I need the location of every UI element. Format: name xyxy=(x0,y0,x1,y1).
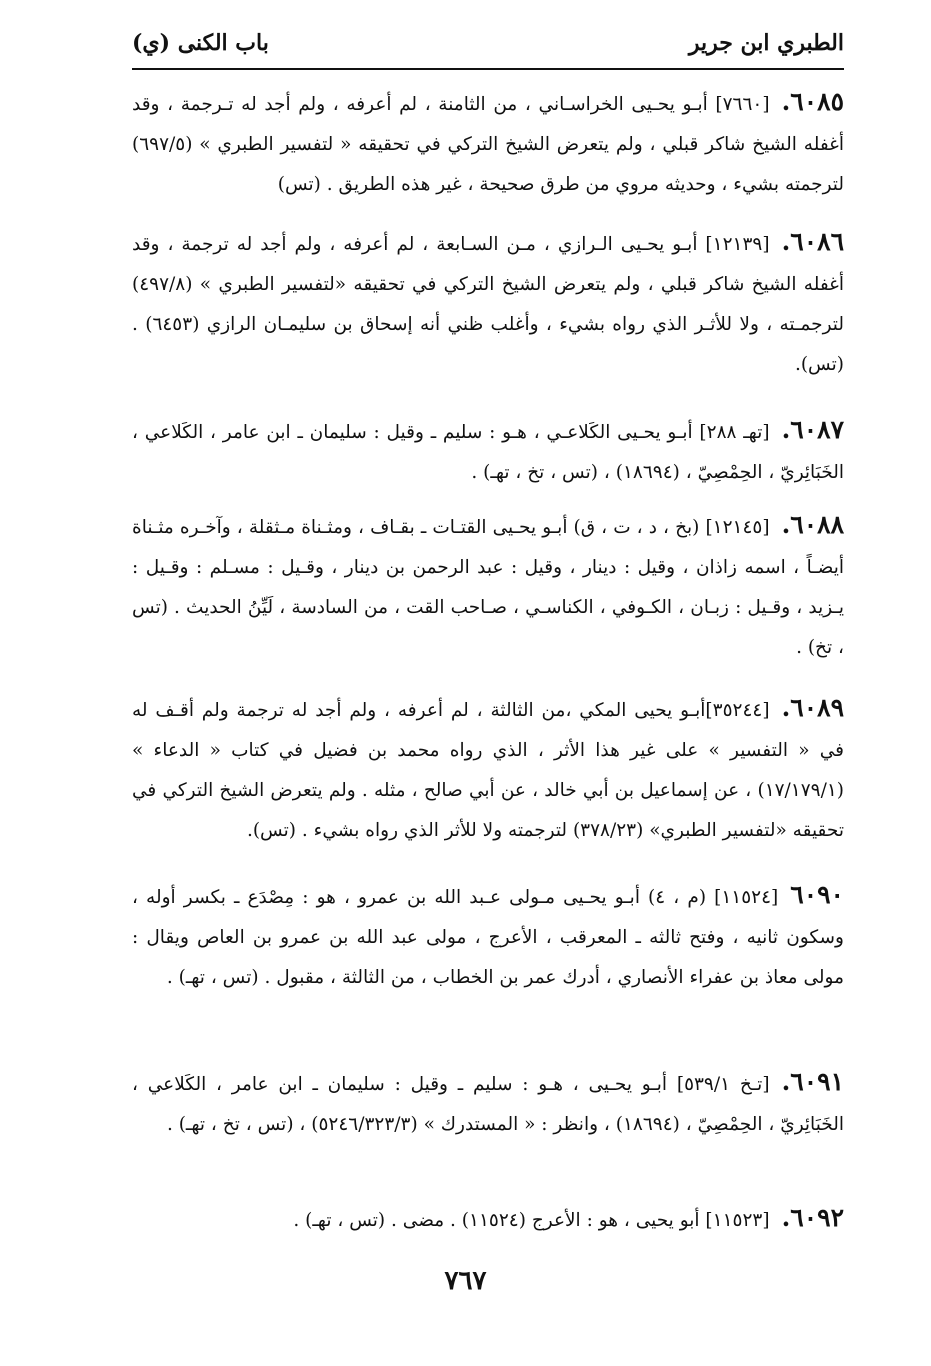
chapter-title: باب الكنى (ي) xyxy=(132,30,269,56)
entry-6092 xyxy=(132,1198,844,1241)
entry-number: ٦٠٩٢. xyxy=(781,1203,844,1232)
page-number: ٧٦٧ xyxy=(444,1266,487,1296)
entry-6091 xyxy=(132,1062,844,1145)
entry-6089 xyxy=(132,688,844,851)
header-divider xyxy=(132,68,844,70)
entry-text: [٣٥٢٤٤]أبـو يحيى المكي ،من الثالثة ، لم أعرفه ، ولم أجد له ترجمة ولم أقـف له في « التفسير » على غير هذا الأثر ، الذي رواه محمد بن فضيل في كتاب « الدعاء » (١٧/١٧٩/١) ، عن إسماعيل بن أبي خالد ، عن أبي صالح ، مثله . ولم يتعرض الشيخ التركي في تحقيقه «لتفسير الطبري» (٣٧٨/٢٣) لترجمته ولا للأثر الذي رواه بشيء . (تس). xyxy=(132,700,844,841)
entry-text: [١٢١٤٥] (بخ ، د ، ت ، ق) أبـو يحـيى القتـات ـ بقـاف ، ومثـناة مـثقلة ، وآخـره مثـناة أيضـاً ، اسمه زاذان ، وقيل : دينار ، وقيل : عبد الرحمن بن دينار ، وقـيل : مسـلم : وقـيل : يـزيد ، وقـيل : زبـان ، الكـوفي ، الكناسـي ، صـاحب القت ، من السادسة ، لَيِّنُ الحديث . (تس ، تخ) . xyxy=(132,517,844,658)
running-header xyxy=(132,30,844,66)
entry-6088 xyxy=(132,505,844,668)
entry-number: ٦٠٩١. xyxy=(781,1067,844,1096)
entry-number: ٦٠٨٩. xyxy=(781,693,844,722)
entry-6087 xyxy=(132,410,844,493)
entry-6090 xyxy=(132,875,844,998)
entry-number: ٦٠٨٧. xyxy=(781,415,844,444)
entry-text: [١٢١٣٩] أبـو يحـيى الـرازي ، مـن السـابعة ، لم أعرفه ، ولم أجد له ترجمة ، وقد أغفله الشيخ شاكر قبلي ، ولم يتعرض الشيخ التركي في تحقيقه «لتفسير الطبري » (٤٩٧/٨) لترجمـته ، ولا للأثـر الذي رواه بشيء ، وأغلب ظني أنه إسحاق بن سليمـان الرازي (٦٤٥٣) . (تس). xyxy=(132,234,844,375)
entry-number: ٦٠٨٦. xyxy=(781,227,844,256)
entry-number: ٦٠٩٠ xyxy=(790,880,844,909)
book-title: الطبري ابن جرير xyxy=(688,30,844,56)
entry-text: [١١٥٢٤] (م ، ٤) أبـو يحـيى مـولى عـبد الله بن عمرو ، هو : مِصْدَع ـ بكسر أوله ، وسكون ثانيه ، وفتح ثالثه ـ المعرقب ، الأعرج ، مولى عبد الله بن عمرو بن العاص ويقال : مولى معاذ بن عفراء الأنصاري ، أدرك عمر بن الخطاب ، من الثالثة ، مقبول . (تس ، تهـ) . xyxy=(132,887,844,988)
entry-text: [٧٦٦٠] أبـو يحـيى الخراسـاني ، من الثامنة ، لم أعرفه ، ولم أجد له تـرجمة ، وقد أغفله الشيخ شاكر قبلي ، ولم يتعرض الشيخ التركي في تحقيقه « لتفسير الطبري » (٦٩٧/٥) لترجمته بشيء ، وحديثه مروي من طرق صحيحة ، غير هذه الطريق . (تس) xyxy=(132,94,844,195)
entry-number: ٦٠٨٥. xyxy=(781,87,844,116)
entry-text: [تهـ ٢٨٨] أبـو يحـيى الكَلاعـي ، هـو : سليم ـ وقيل : سليمان ـ ابن عامر ، الكَلاعي ، الخَبَائِريّ ، الحِمْصِيّ ، (١٨٦٩٤) ، (تس ، تخ ، تهـ) . xyxy=(132,422,844,483)
entry-text: [١١٥٢٣] أبو يحيى ، هو : الأعرج (١١٥٢٤) . مضى . (تس ، تهـ) . xyxy=(293,1210,770,1231)
entry-text: [تـخ ٥٣٩/١] أبـو يحـيى ، هـو : سليم ـ وقيل : سليمان ـ ابن عامر ، الكَلاعي ، الخَبَائِريّ ، الحِمْصِيّ ، (١٨٦٩٤) ، وانظر : « المستدرك » (٥٢٤٦/٣٢٣/٣) ، (تس ، تخ ، تهـ) . xyxy=(132,1074,844,1135)
entry-6086 xyxy=(132,222,844,385)
entry-6085 xyxy=(132,82,844,205)
entry-number: ٦٠٨٨. xyxy=(781,510,844,539)
